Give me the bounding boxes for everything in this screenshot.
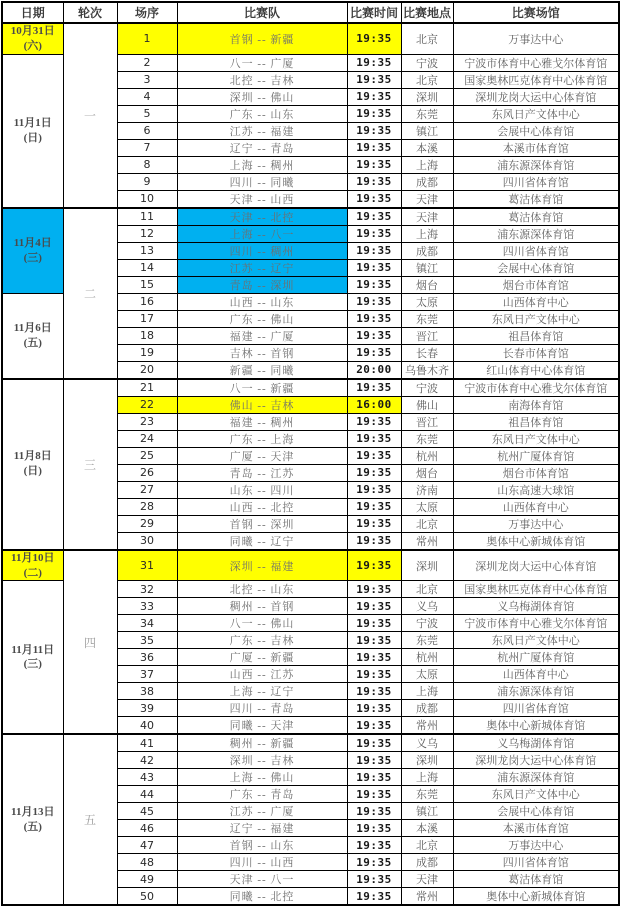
city-cell: 东莞 — [401, 105, 453, 122]
teams-cell: 四川 -- 青岛 — [177, 700, 347, 717]
game-no-cell: 5 — [117, 105, 177, 122]
venue-cell: 万事达中心 — [453, 837, 619, 854]
game-no-cell: 40 — [117, 717, 177, 735]
venue-cell: 红山体育中心体育馆 — [453, 361, 619, 379]
time-cell: 19:35 — [347, 717, 401, 735]
venue-cell: 四川省体育馆 — [453, 242, 619, 259]
date-text: 11月8日 — [13, 450, 52, 463]
time-cell: 19:35 — [347, 854, 401, 871]
city-cell: 常州 — [401, 717, 453, 735]
venue-cell: 浦东源深体育馆 — [453, 683, 619, 700]
teams-cell: 同曦 -- 辽宁 — [177, 532, 347, 550]
teams-cell: 天津 -- 山西 — [177, 190, 347, 208]
game-no-cell: 14 — [117, 259, 177, 276]
time-cell: 19:35 — [347, 105, 401, 122]
teams-cell: 广厦 -- 新疆 — [177, 649, 347, 666]
teams-cell: 八一 -- 新疆 — [177, 379, 347, 397]
city-cell: 北京 — [401, 23, 453, 54]
teams-cell: 新疆 -- 同曦 — [177, 361, 347, 379]
game-no-cell: 22 — [117, 396, 177, 413]
city-cell: 天津 — [401, 871, 453, 888]
venue-cell: 葛沽体育馆 — [453, 871, 619, 888]
time-cell: 19:35 — [347, 786, 401, 803]
city-cell: 烟台 — [401, 464, 453, 481]
date-cell — [2, 550, 63, 581]
city-cell: 义乌 — [401, 734, 453, 752]
city-cell: 成都 — [401, 854, 453, 871]
col-header-city: 比赛地点 — [401, 2, 453, 23]
game-no-cell: 39 — [117, 700, 177, 717]
game-no-cell: 28 — [117, 498, 177, 515]
game-no-cell: 23 — [117, 413, 177, 430]
time-cell: 19:35 — [347, 259, 401, 276]
city-cell: 济南 — [401, 481, 453, 498]
city-cell: 深圳 — [401, 88, 453, 105]
round-cell: 四 — [63, 550, 117, 735]
time-cell: 19:35 — [347, 139, 401, 156]
game-no-cell: 30 — [117, 532, 177, 550]
game-no-cell: 46 — [117, 820, 177, 837]
venue-cell: 义乌梅湖体育馆 — [453, 734, 619, 752]
teams-cell: 首钢 -- 深圳 — [177, 515, 347, 532]
city-cell: 天津 — [401, 208, 453, 226]
date-cell — [2, 734, 63, 905]
teams-cell: 上海 -- 八一 — [177, 225, 347, 242]
teams-cell: 四川 -- 同曦 — [177, 173, 347, 190]
teams-cell: 首钢 -- 新疆 — [177, 23, 347, 54]
venue-cell: 四川省体育馆 — [453, 173, 619, 190]
city-cell: 晋江 — [401, 413, 453, 430]
schedule-table — [1, 1, 620, 906]
time-cell: 19:35 — [347, 837, 401, 854]
city-cell: 上海 — [401, 225, 453, 242]
venue-cell: 杭州广厦体育馆 — [453, 649, 619, 666]
round-cell: 二 — [63, 208, 117, 379]
date-text: 10月31日 — [10, 25, 55, 37]
game-no-cell: 37 — [117, 666, 177, 683]
game-no-cell: 7 — [117, 139, 177, 156]
game-no-cell: 1 — [117, 23, 177, 54]
time-cell: 19:35 — [347, 276, 401, 293]
time-cell: 19:35 — [347, 293, 401, 310]
time-cell: 19:35 — [347, 752, 401, 769]
venue-cell: 会展中心体育馆 — [453, 122, 619, 139]
venue-cell: 葛沽体育馆 — [453, 190, 619, 208]
round-cell: 五 — [63, 734, 117, 905]
time-cell: 19:35 — [347, 413, 401, 430]
venue-cell: 万事达中心 — [453, 23, 619, 54]
city-cell: 上海 — [401, 683, 453, 700]
venue-cell: 会展中心体育馆 — [453, 803, 619, 820]
teams-cell: 广东 -- 山东 — [177, 105, 347, 122]
venue-cell: 葛沽体育馆 — [453, 208, 619, 226]
time-cell: 19:35 — [347, 190, 401, 208]
game-no-cell: 35 — [117, 632, 177, 649]
game-no-cell: 48 — [117, 854, 177, 871]
time-cell: 19:35 — [347, 242, 401, 259]
game-no-cell: 50 — [117, 888, 177, 906]
col-header-game-no: 场序 — [117, 2, 177, 23]
game-no-cell: 41 — [117, 734, 177, 752]
time-cell: 19:35 — [347, 734, 401, 752]
weekday-text: (三) — [23, 251, 42, 264]
teams-cell: 深圳 -- 福建 — [177, 550, 347, 581]
game-no-cell: 20 — [117, 361, 177, 379]
game-row — [2, 379, 619, 397]
venue-cell: 本溪市体育馆 — [453, 139, 619, 156]
teams-cell: 广东 -- 佛山 — [177, 310, 347, 327]
game-no-cell: 44 — [117, 786, 177, 803]
venue-cell: 国家奥林匹克体育中心体育馆 — [453, 71, 619, 88]
city-cell: 常州 — [401, 532, 453, 550]
teams-cell: 四川 -- 山西 — [177, 854, 347, 871]
teams-cell: 同曦 -- 北控 — [177, 888, 347, 906]
header-row — [2, 2, 619, 23]
venue-cell: 烟台市体育馆 — [453, 464, 619, 481]
game-no-cell: 33 — [117, 598, 177, 615]
teams-cell: 佛山 -- 吉林 — [177, 396, 347, 413]
weekday-text: (五) — [23, 820, 42, 833]
time-cell: 20:00 — [347, 361, 401, 379]
teams-cell: 八一 -- 广厦 — [177, 54, 347, 71]
city-cell: 常州 — [401, 888, 453, 906]
game-no-cell: 21 — [117, 379, 177, 397]
teams-cell: 北控 -- 吉林 — [177, 71, 347, 88]
city-cell: 镇江 — [401, 803, 453, 820]
weekday-text: (日) — [23, 131, 42, 144]
teams-cell: 江苏 -- 福建 — [177, 122, 347, 139]
time-cell: 19:35 — [347, 871, 401, 888]
venue-cell: 东风日产文体中心 — [453, 786, 619, 803]
time-cell: 19:35 — [347, 632, 401, 649]
round-cell: 一 — [63, 23, 117, 208]
game-no-cell: 13 — [117, 242, 177, 259]
city-cell: 晋江 — [401, 327, 453, 344]
teams-cell: 江苏 -- 辽宁 — [177, 259, 347, 276]
city-cell: 太原 — [401, 293, 453, 310]
teams-cell: 北控 -- 山东 — [177, 581, 347, 598]
teams-cell: 辽宁 -- 青岛 — [177, 139, 347, 156]
teams-cell: 广东 -- 吉林 — [177, 632, 347, 649]
col-header-date: 日期 — [2, 2, 63, 23]
teams-cell: 青岛 -- 深圳 — [177, 276, 347, 293]
city-cell: 东莞 — [401, 632, 453, 649]
weekday-text: (五) — [23, 336, 42, 349]
venue-cell: 浦东源深体育馆 — [453, 225, 619, 242]
teams-cell: 天津 -- 八一 — [177, 871, 347, 888]
game-no-cell: 43 — [117, 769, 177, 786]
city-cell: 乌鲁木齐 — [401, 361, 453, 379]
teams-cell: 山西 -- 江苏 — [177, 666, 347, 683]
city-cell: 东莞 — [401, 786, 453, 803]
venue-cell: 烟台市体育馆 — [453, 276, 619, 293]
venue-cell: 山西体育中心 — [453, 293, 619, 310]
venue-cell: 国家奥林匹克体育中心体育馆 — [453, 581, 619, 598]
city-cell: 烟台 — [401, 276, 453, 293]
teams-cell: 广东 -- 上海 — [177, 430, 347, 447]
time-cell: 19:35 — [347, 598, 401, 615]
game-no-cell: 36 — [117, 649, 177, 666]
city-cell: 北京 — [401, 581, 453, 598]
city-cell: 东莞 — [401, 310, 453, 327]
venue-cell: 南海体育馆 — [453, 396, 619, 413]
game-no-cell: 45 — [117, 803, 177, 820]
time-cell: 19:35 — [347, 344, 401, 361]
venue-cell: 山西体育中心 — [453, 666, 619, 683]
time-cell: 19:35 — [347, 615, 401, 632]
game-no-cell: 10 — [117, 190, 177, 208]
schedule-body — [2, 23, 619, 905]
venue-cell: 奥体中心新城体育馆 — [453, 532, 619, 550]
date-text: 11月1日 — [13, 116, 52, 129]
time-cell: 19:35 — [347, 310, 401, 327]
time-cell: 19:35 — [347, 327, 401, 344]
venue-cell: 浦东源深体育馆 — [453, 156, 619, 173]
game-no-cell: 42 — [117, 752, 177, 769]
game-no-cell: 32 — [117, 581, 177, 598]
round-cell: 三 — [63, 379, 117, 550]
game-row — [2, 734, 619, 752]
venue-cell: 奥体中心新城体育馆 — [453, 717, 619, 735]
game-no-cell: 49 — [117, 871, 177, 888]
game-no-cell: 25 — [117, 447, 177, 464]
city-cell: 宁波 — [401, 615, 453, 632]
venue-cell: 东风日产文体中心 — [453, 632, 619, 649]
venue-cell: 义乌梅湖体育馆 — [453, 598, 619, 615]
city-cell: 东莞 — [401, 430, 453, 447]
date-cell — [2, 23, 63, 54]
venue-cell: 万事达中心 — [453, 515, 619, 532]
teams-cell: 吉林 -- 首钢 — [177, 344, 347, 361]
game-no-cell: 16 — [117, 293, 177, 310]
game-no-cell: 47 — [117, 837, 177, 854]
venue-cell: 杭州广厦体育馆 — [453, 447, 619, 464]
weekday-text: (六) — [23, 39, 42, 52]
date-cell — [2, 293, 63, 379]
date-text: 11月4日 — [13, 236, 52, 249]
city-cell: 成都 — [401, 173, 453, 190]
city-cell: 上海 — [401, 769, 453, 786]
time-cell: 19:35 — [347, 498, 401, 515]
venue-cell: 东风日产文体中心 — [453, 310, 619, 327]
venue-cell: 祖昌体育馆 — [453, 327, 619, 344]
schedule-header — [2, 2, 619, 23]
game-no-cell: 11 — [117, 208, 177, 226]
teams-cell: 福建 -- 广厦 — [177, 327, 347, 344]
time-cell: 19:35 — [347, 803, 401, 820]
city-cell: 镇江 — [401, 259, 453, 276]
time-cell: 19:35 — [347, 430, 401, 447]
game-no-cell: 31 — [117, 550, 177, 581]
date-cell — [2, 581, 63, 735]
city-cell: 佛山 — [401, 396, 453, 413]
teams-cell: 青岛 -- 江苏 — [177, 464, 347, 481]
time-cell: 16:00 — [347, 396, 401, 413]
weekday-text: (三) — [23, 658, 42, 671]
teams-cell: 上海 -- 辽宁 — [177, 683, 347, 700]
time-cell: 19:35 — [347, 532, 401, 550]
time-cell: 19:35 — [347, 515, 401, 532]
game-no-cell: 8 — [117, 156, 177, 173]
time-cell: 19:35 — [347, 208, 401, 226]
time-cell: 19:35 — [347, 700, 401, 717]
time-cell: 19:35 — [347, 71, 401, 88]
venue-cell: 山西体育中心 — [453, 498, 619, 515]
city-cell: 太原 — [401, 498, 453, 515]
city-cell: 北京 — [401, 71, 453, 88]
time-cell: 19:35 — [347, 649, 401, 666]
teams-cell: 山东 -- 四川 — [177, 481, 347, 498]
date-text: 11月13日 — [11, 806, 55, 819]
col-header-round: 轮次 — [63, 2, 117, 23]
city-cell: 宁波 — [401, 54, 453, 71]
venue-cell: 会展中心体育馆 — [453, 259, 619, 276]
teams-cell: 稠州 -- 首钢 — [177, 598, 347, 615]
time-cell: 19:35 — [347, 173, 401, 190]
time-cell: 19:35 — [347, 156, 401, 173]
city-cell: 成都 — [401, 242, 453, 259]
venue-cell: 宁波市体育中心雅戈尔体育馆 — [453, 379, 619, 397]
city-cell: 成都 — [401, 700, 453, 717]
time-cell: 19:35 — [347, 888, 401, 906]
col-header-venue: 比赛场馆 — [453, 2, 619, 23]
city-cell: 杭州 — [401, 447, 453, 464]
time-cell: 19:35 — [347, 820, 401, 837]
time-cell: 19:35 — [347, 769, 401, 786]
teams-cell: 山西 -- 北控 — [177, 498, 347, 515]
city-cell: 杭州 — [401, 649, 453, 666]
venue-cell: 深圳龙岗大运中心体育馆 — [453, 88, 619, 105]
city-cell: 本溪 — [401, 820, 453, 837]
city-cell: 长春 — [401, 344, 453, 361]
city-cell: 天津 — [401, 190, 453, 208]
date-text: 11月10日 — [11, 551, 55, 564]
city-cell: 深圳 — [401, 550, 453, 581]
game-row — [2, 550, 619, 581]
teams-cell: 福建 -- 稠州 — [177, 413, 347, 430]
time-cell: 19:35 — [347, 666, 401, 683]
game-no-cell: 9 — [117, 173, 177, 190]
teams-cell: 广厦 -- 天津 — [177, 447, 347, 464]
game-no-cell: 4 — [117, 88, 177, 105]
teams-cell: 八一 -- 佛山 — [177, 615, 347, 632]
teams-cell: 同曦 -- 天津 — [177, 717, 347, 735]
game-no-cell: 27 — [117, 481, 177, 498]
date-cell — [2, 208, 63, 294]
game-no-cell: 29 — [117, 515, 177, 532]
teams-cell: 首钢 -- 山东 — [177, 837, 347, 854]
date-text: 11月11日 — [11, 643, 55, 656]
teams-cell: 广东 -- 青岛 — [177, 786, 347, 803]
time-cell: 19:35 — [347, 464, 401, 481]
time-cell: 19:35 — [347, 23, 401, 54]
time-cell: 19:35 — [347, 122, 401, 139]
venue-cell: 深圳龙岗大运中心体育馆 — [453, 752, 619, 769]
game-no-cell: 19 — [117, 344, 177, 361]
game-no-cell: 34 — [117, 615, 177, 632]
teams-cell: 山西 -- 山东 — [177, 293, 347, 310]
date-cell — [2, 379, 63, 550]
game-no-cell: 38 — [117, 683, 177, 700]
game-no-cell: 6 — [117, 122, 177, 139]
city-cell: 宁波 — [401, 379, 453, 397]
time-cell: 19:35 — [347, 54, 401, 71]
time-cell: 19:35 — [347, 683, 401, 700]
game-row — [2, 208, 619, 226]
game-no-cell: 17 — [117, 310, 177, 327]
city-cell: 深圳 — [401, 752, 453, 769]
venue-cell: 长春市体育馆 — [453, 344, 619, 361]
weekday-text: (二) — [23, 566, 42, 579]
game-no-cell: 3 — [117, 71, 177, 88]
venue-cell: 祖昌体育馆 — [453, 413, 619, 430]
city-cell: 义乌 — [401, 598, 453, 615]
venue-cell: 浦东源深体育馆 — [453, 769, 619, 786]
game-no-cell: 24 — [117, 430, 177, 447]
col-header-time: 比赛时间 — [347, 2, 401, 23]
teams-cell: 上海 -- 佛山 — [177, 769, 347, 786]
game-no-cell: 26 — [117, 464, 177, 481]
venue-cell: 四川省体育馆 — [453, 854, 619, 871]
teams-cell: 稠州 -- 新疆 — [177, 734, 347, 752]
city-cell: 上海 — [401, 156, 453, 173]
date-cell — [2, 54, 63, 208]
teams-cell: 天津 -- 北控 — [177, 208, 347, 226]
venue-cell: 四川省体育馆 — [453, 700, 619, 717]
game-no-cell: 18 — [117, 327, 177, 344]
teams-cell: 深圳 -- 吉林 — [177, 752, 347, 769]
time-cell: 19:35 — [347, 447, 401, 464]
teams-cell: 上海 -- 稠州 — [177, 156, 347, 173]
city-cell: 镇江 — [401, 122, 453, 139]
time-cell: 19:35 — [347, 481, 401, 498]
venue-cell: 宁波市体育中心雅戈尔体育馆 — [453, 615, 619, 632]
teams-cell: 辽宁 -- 福建 — [177, 820, 347, 837]
venue-cell: 奥体中心新城体育馆 — [453, 888, 619, 906]
teams-cell: 江苏 -- 广厦 — [177, 803, 347, 820]
city-cell: 北京 — [401, 515, 453, 532]
teams-cell: 深圳 -- 佛山 — [177, 88, 347, 105]
game-no-cell: 2 — [117, 54, 177, 71]
city-cell: 本溪 — [401, 139, 453, 156]
time-cell: 19:35 — [347, 379, 401, 397]
city-cell: 太原 — [401, 666, 453, 683]
time-cell: 19:35 — [347, 581, 401, 598]
weekday-text: (日) — [23, 465, 42, 478]
col-header-teams: 比赛队 — [177, 2, 347, 23]
venue-cell: 山东高速大球馆 — [453, 481, 619, 498]
game-row — [2, 23, 619, 54]
venue-cell: 宁波市体育中心雅戈尔体育馆 — [453, 54, 619, 71]
city-cell: 北京 — [401, 837, 453, 854]
venue-cell: 深圳龙岗大运中心体育馆 — [453, 550, 619, 581]
date-text: 11月6日 — [13, 321, 52, 334]
time-cell: 19:35 — [347, 550, 401, 581]
time-cell: 19:35 — [347, 225, 401, 242]
venue-cell: 本溪市体育馆 — [453, 820, 619, 837]
game-no-cell: 15 — [117, 276, 177, 293]
teams-cell: 四川 -- 稠州 — [177, 242, 347, 259]
venue-cell: 东风日产文体中心 — [453, 105, 619, 122]
venue-cell: 东风日产文体中心 — [453, 430, 619, 447]
game-no-cell: 12 — [117, 225, 177, 242]
time-cell: 19:35 — [347, 88, 401, 105]
